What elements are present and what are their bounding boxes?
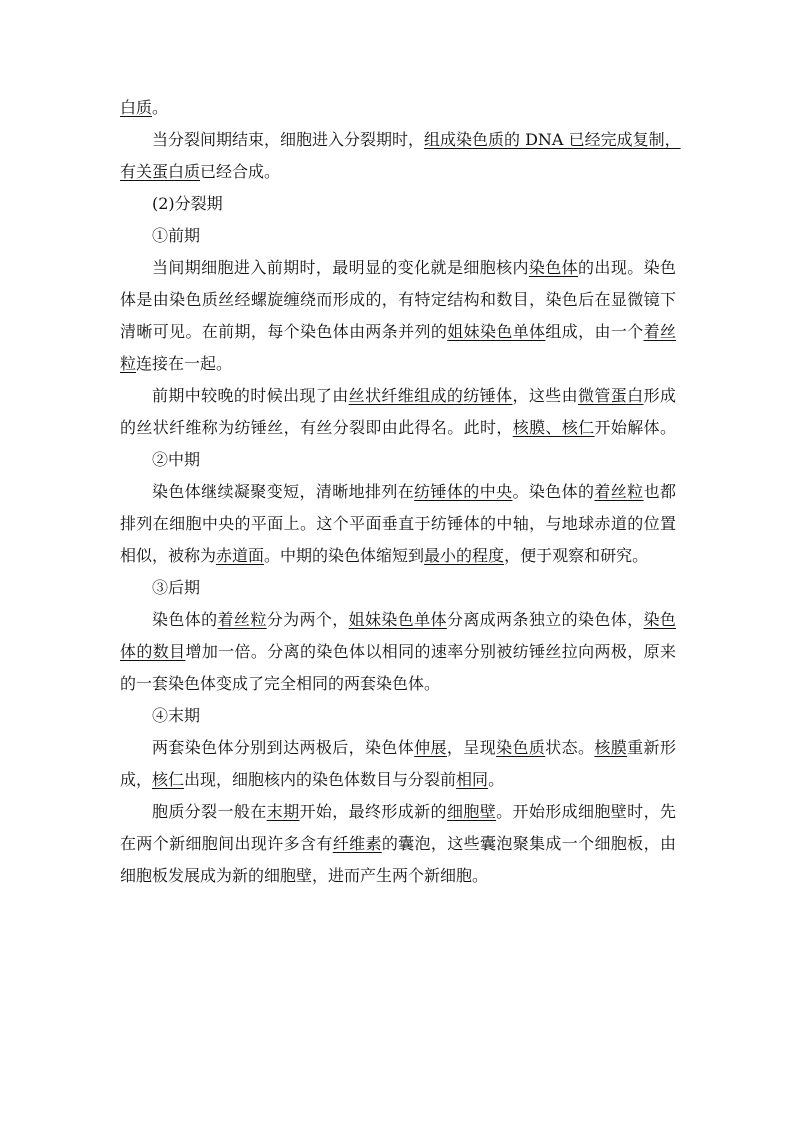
text-segment: 的一套染色体变成了完全相同的两套染色体。 (120, 674, 441, 693)
text-segment: 体是由染色质丝经螺旋缠绕而形成的，有特定结构和数目，染色后在显微镜下 (120, 290, 676, 309)
text-line (120, 510, 676, 542)
text-segment: 状态。 (545, 738, 595, 757)
underlined-term: 纤维素 (332, 834, 382, 853)
text-segment: 。中期的染色体缩短到 (264, 546, 425, 565)
underlined-term: 着丝粒 (594, 482, 644, 501)
text-segment: 连接在一起。 (136, 354, 233, 373)
text-segment: 开始，最终形成新的 (299, 802, 447, 821)
underlined-term: 白质 (120, 98, 153, 117)
text-line (120, 126, 681, 158)
text-segment: 成， (120, 770, 153, 789)
text-segment: (2)分裂期 (152, 194, 223, 213)
underlined-term: 纺锤体 (463, 386, 513, 405)
text-segment: ，便于观察和研究。 (504, 546, 649, 565)
text-line (120, 798, 676, 830)
underlined-term: 姐妹染色单体 (447, 322, 546, 341)
underlined-term: 染色质 (496, 738, 546, 757)
underlined-term: 末期 (266, 802, 300, 821)
text-segment: 染色体的 (152, 610, 218, 629)
underlined-term: 微管蛋白 (578, 386, 644, 405)
text-segment: ④末期 (152, 706, 201, 725)
text-line (120, 702, 676, 734)
underlined-term: 染色体 (528, 258, 579, 277)
text-line (120, 862, 676, 894)
text-segment: 细胞板发展成为新的细胞壁，进而产生两个新细胞。 (120, 866, 489, 885)
text-segment: 相似，被称为 (120, 546, 217, 565)
text-line (120, 766, 676, 798)
text-segment: 当间期细胞进入前期时，最明显的变化就是细胞核内 (152, 258, 529, 277)
text-line (120, 414, 676, 446)
text-body (120, 94, 681, 894)
document-page (120, 94, 681, 894)
text-segment: 的丝状纤维称为纺锤丝，有丝分裂即由此得名。此时， (120, 418, 513, 437)
text-line (120, 222, 676, 254)
underlined-term: 丝状纤维组成的 (348, 386, 464, 405)
text-line (120, 158, 676, 190)
text-line (120, 254, 676, 286)
text-segment: 。开始形成细胞壁时，先 (496, 802, 676, 821)
underlined-term: 核仁 (152, 770, 185, 789)
text-segment: 当分裂间期结束，细胞进入分裂期时， (152, 130, 425, 149)
underlined-term: 细胞壁 (446, 802, 497, 821)
text-segment: 。 (152, 98, 169, 117)
underlined-term: 着丝 (643, 322, 676, 341)
underlined-term: 有关蛋白质 (120, 162, 201, 181)
underlined-term: 体的数目 (120, 642, 186, 661)
text-segment: 排列在细胞中央的平面上。这个平面垂直于纺锤体的中轴，与地球赤道的位置 (120, 514, 676, 533)
text-segment: ，呈现 (446, 738, 497, 757)
text-line (120, 382, 676, 414)
underlined-term: 伸展 (414, 738, 447, 757)
text-line (120, 350, 676, 382)
text-segment: 前期中较晚的时候出现了由 (152, 386, 349, 405)
underlined-term: 核膜、核仁 (512, 418, 595, 437)
text-line (120, 446, 676, 478)
text-line (120, 190, 676, 222)
text-line (120, 734, 676, 766)
text-segment: 在两个新细胞间出现许多含有 (120, 834, 333, 853)
text-segment: ①前期 (152, 226, 201, 245)
underlined-term: 纺锤体的中央 (414, 482, 513, 501)
text-segment: 的囊泡，这些囊泡聚集成一个细胞板，由 (381, 834, 676, 853)
underlined-term: 着丝粒 (217, 610, 267, 629)
text-segment: ③后期 (152, 578, 201, 597)
underlined-term: 相同 (456, 770, 489, 789)
underlined-term: 赤道面 (216, 546, 265, 565)
text-line (120, 830, 676, 862)
text-line (120, 670, 676, 702)
text-segment: ，这些由 (512, 386, 579, 405)
text-line (120, 542, 676, 574)
text-line (120, 574, 676, 606)
text-segment: 。 (488, 770, 505, 789)
underlined-term: 粒 (120, 354, 137, 373)
text-segment: 形成 (643, 386, 676, 405)
text-segment: 也都 (643, 482, 676, 501)
text-segment: 的出现。染色 (578, 258, 676, 277)
text-segment: ②中期 (152, 450, 201, 469)
text-segment: 分离成两条独立的染色体， (446, 610, 644, 629)
text-segment: 两套染色体分别到达两极后，染色体 (152, 738, 415, 757)
text-line (120, 606, 676, 638)
underlined-term: 组成染色质的 DNA 已经完成复制， (424, 130, 681, 149)
underlined-term: 染色 (643, 610, 676, 629)
text-line (120, 638, 676, 670)
text-segment: 出现，细胞核内的染色体数目与分裂前 (184, 770, 457, 789)
text-segment: 胞质分裂一般在 (152, 802, 267, 821)
underlined-term: 姐妹染色单体 (348, 610, 447, 629)
text-segment: 组成，由一个 (545, 322, 644, 341)
text-segment: 开始解体。 (594, 418, 676, 437)
text-segment: 清晰可见。在前期，每个染色体由两条并列的 (120, 322, 448, 341)
text-segment: 已经合成。 (200, 162, 281, 181)
text-line (120, 94, 676, 126)
text-segment: 。染色体的 (512, 482, 595, 501)
text-segment: 染色体继续凝聚变短，清晰地排列在 (152, 482, 415, 501)
text-line (120, 478, 676, 510)
text-segment: 重新形 (627, 738, 676, 757)
text-segment: 增加一倍。分离的染色体以相同的速率分别被纺锤丝拉向两极，原来 (185, 642, 676, 661)
text-segment: 分为两个， (266, 610, 349, 629)
text-line (120, 286, 676, 318)
underlined-term: 核膜 (594, 738, 628, 757)
text-line (120, 318, 676, 350)
underlined-term: 最小的程度 (424, 546, 505, 565)
